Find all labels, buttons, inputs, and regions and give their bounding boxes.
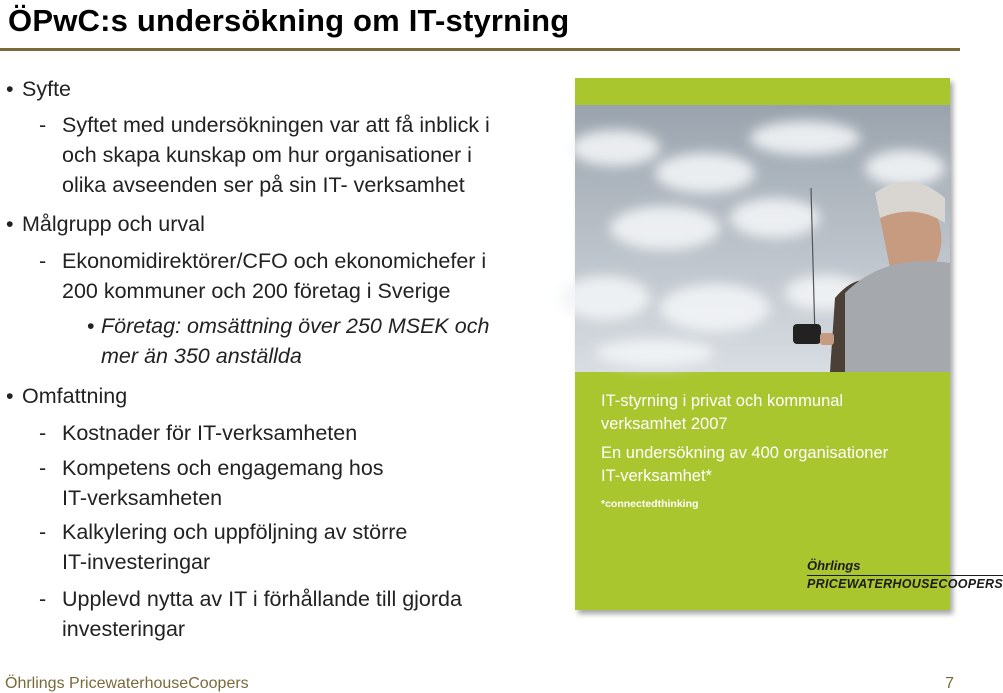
bullet-malgrupp: • Målgrupp och urval — [6, 212, 205, 236]
omfattning-item-1: - Kostnader för IT-verksamheten — [39, 421, 358, 445]
page-number: 7 — [945, 675, 954, 692]
omfattning-item-2: - Kompetens och engagemang hos IT-verksamheten — [39, 456, 384, 510]
bullet-omfattning: • Omfattning — [6, 384, 128, 408]
omfattning-item-3: - Kalkylering och uppföljning av större IT-investeringar — [39, 520, 408, 574]
report-cover-image — [575, 78, 1003, 610]
slide-title: ÖPwC:s undersökning om IT-styrning — [8, 3, 570, 38]
omfattning-item-4: - Upplevd nytta av IT i förhållande till gjorda investeringar — [39, 587, 462, 641]
malgrupp-text: - Ekonomidirektörer/CFO och ekonomichefer i 200 kommuner och 200 företag i Sverige — [39, 249, 487, 303]
malgrupp-subtext: • Företag: omsättning över 250 MSEK och mer än 350 anställda — [87, 314, 490, 368]
cover-photo — [575, 78, 950, 610]
bullet-syfte: • Syfte — [6, 77, 71, 101]
cover-subtitle: En undersökning av 400 organisationer IT-verksamhet* — [601, 444, 889, 485]
title-divider — [0, 48, 960, 51]
footer-company: Öhrlings PricewaterhouseCoopers — [5, 675, 249, 692]
syfte-text: - Syftet med undersökningen var att få inblick i och skapa kunskap om hur organisationer i olika avseenden ser på sin IT- verksamhet — [39, 113, 490, 197]
cover-title: IT-styrning i privat och kommunal verksamhet 2007 — [601, 392, 844, 433]
cover-tagline: *connectedthinking — [601, 498, 699, 510]
pwc-logo: Öhrlings PRICEWATERHOUSECOOPERS — [807, 558, 1003, 591]
